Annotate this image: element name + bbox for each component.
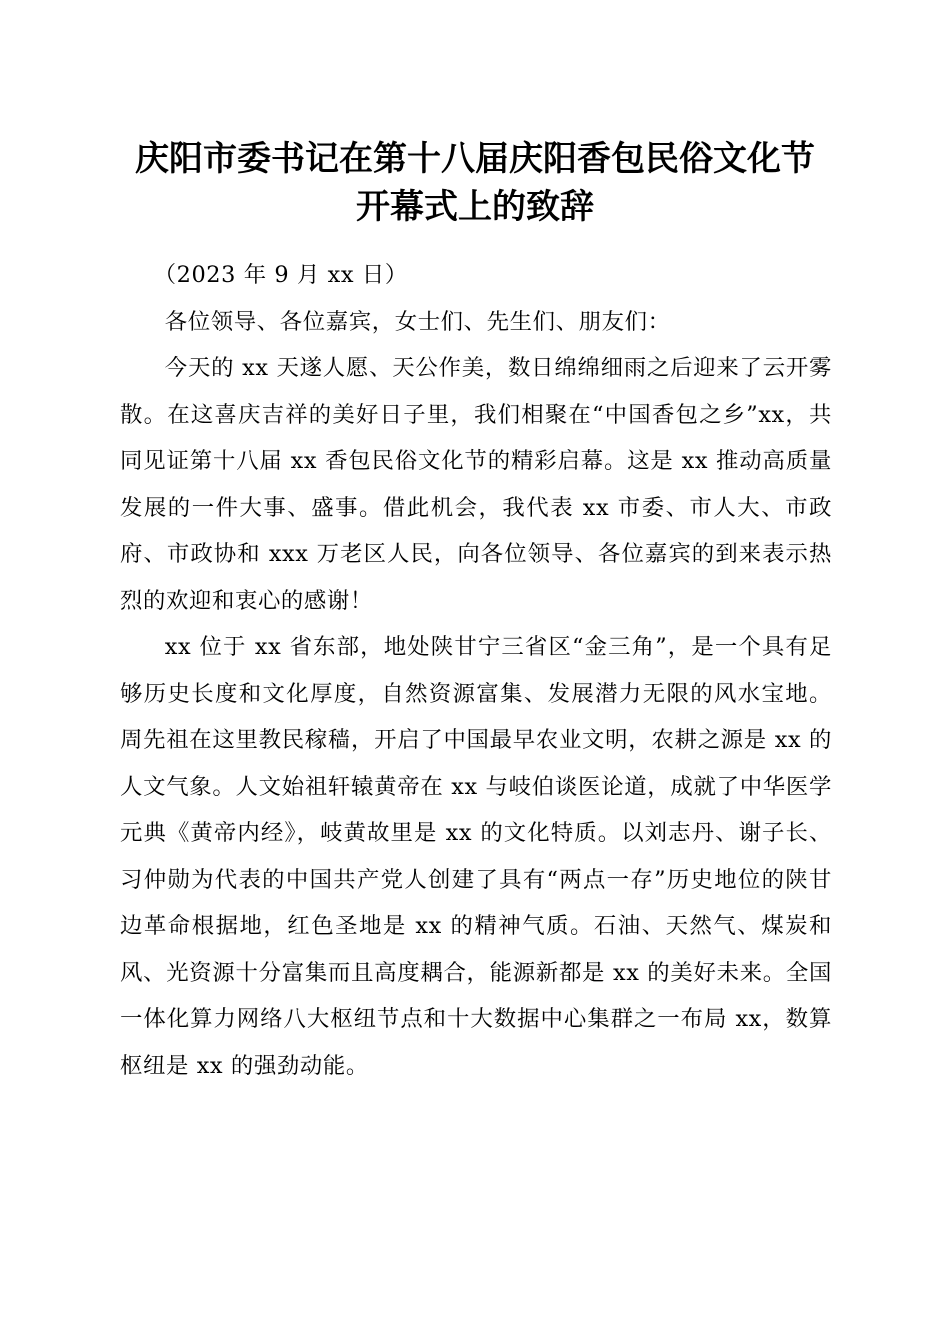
salutation-paragraph: 各位领导、各位嘉宾，女士们、先生们、朋友们：: [164, 308, 671, 335]
document-date: （2023 年 9 月 xx 日）: [153, 262, 408, 288]
body-paragraph-1: 今天的 xx 天遂人愿、天公作美，数日绵绵细雨之后迎来了云开雾散。在这喜庆吉祥的美好日子里，我们相聚在“中国香包之乡”xx，共同见证第十八届 xx 香包民俗文化节的精彩启幕。这是 xx 推动高质量发展的一件大事、盛事。借此机会，我代表 xx 市委、市人大、市政府、市政协和 xxx 万老区人民，向各位领导、各位嘉宾的到来表示热烈的欢迎和衷心的感谢！: [120, 355, 832, 614]
document-title-line-2: 开幕式上的致辞: [356, 187, 594, 227]
document-body: [120, 252, 832, 1089]
body-paragraph-2: xx 位于 xx 省东部，地处陕甘宁三省区“金三角”，是一个具有足够历史长度和文化厚度，自然资源富集、发展潜力无限的风水宝地。周先祖在这里教民稼穑，开启了中国最早农业文明，农耕之源是 xx 的人文气象。人文始祖轩辕黄帝在 xx 与岐伯谈医论道，成就了中华医学元典《黄帝内经》，岐黄故里是 xx 的文化特质。以刘志丹、谢子长、习仲勋为代表的中国共产党人创建了具有“两点一存”历史地位的陕甘边革命根据地，红色圣地是 xx 的精神气质。石油、天然气、煤炭和风、光资源十分富集而且高度耦合，能源新都是 xx 的美好未来。全国一体化算力网络八大枢纽节点和十大数据中心集群之一布局 xx，数算枢纽是 xx 的强劲动能。: [120, 634, 832, 1079]
document-title-line-1: 庆阳市委书记在第十八届庆阳香包民俗文化节: [135, 139, 815, 179]
